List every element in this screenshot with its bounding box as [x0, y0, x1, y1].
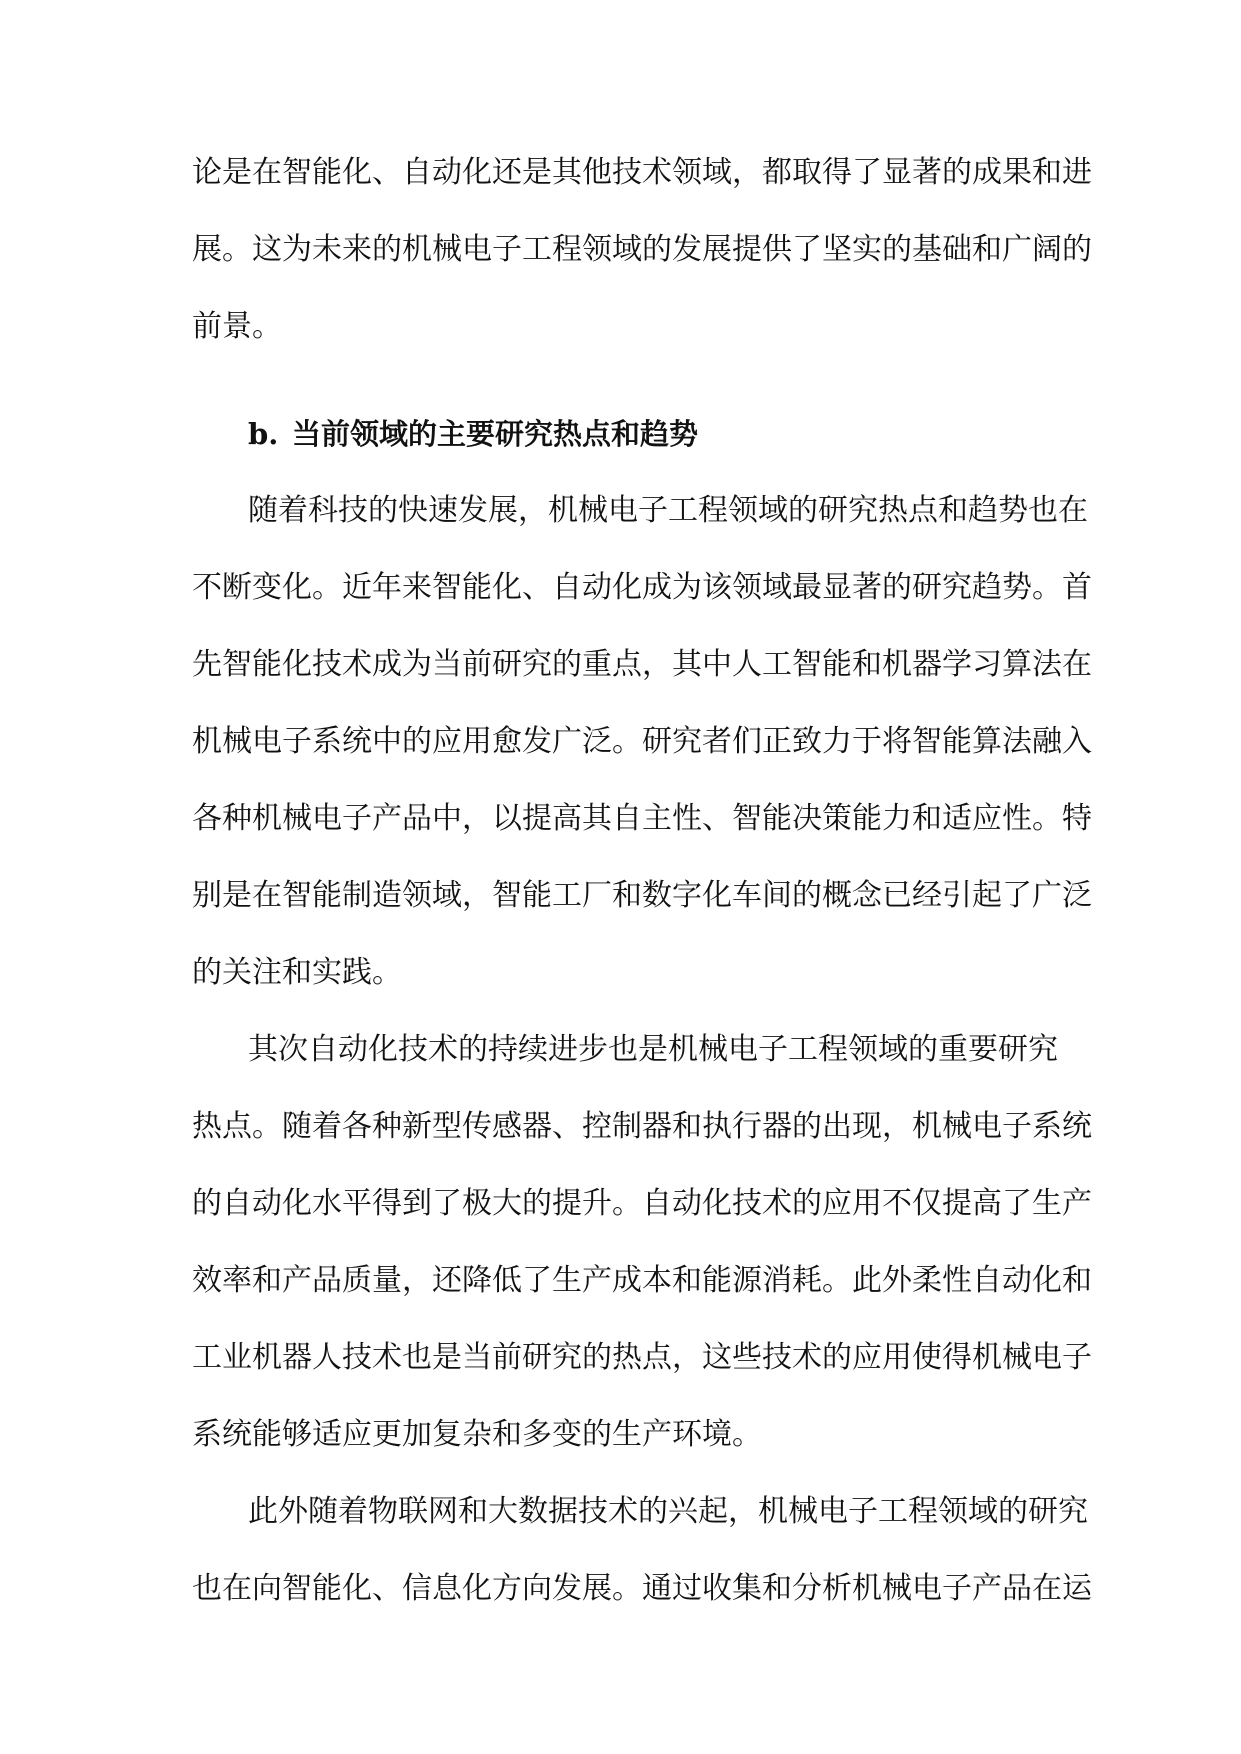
paragraph-line: 先智能化技术成为当前研究的重点，其中人工智能和机器学习算法在 [192, 647, 1092, 682]
paragraph-line: 不断变化。近年来智能化、自动化成为该领域最显著的研究趋势。首 [192, 570, 1092, 605]
paragraph-line: 机械电子系统中的应用愈发广泛。研究者们正致力于将智能算法融入 [192, 724, 1092, 759]
paragraph-research-trends [192, 483, 1092, 1022]
paragraph-line: 展。这为未来的机械电子工程领域的发展提供了坚实的基础和广阔的 [192, 232, 1092, 267]
paragraph-line: 效率和产品质量，还降低了生产成本和能源消耗。此外柔性自动化和 [192, 1263, 1092, 1298]
document-page [192, 145, 1092, 1638]
section-heading-label: b. [248, 417, 279, 451]
paragraph-line: 论是在智能化、自动化还是其他技术领域，都取得了显著的成果和进 [192, 155, 1092, 190]
paragraph-line: 各种机械电子产品中，以提高其自主性、智能决策能力和适应性。特 [192, 801, 1092, 836]
paragraph-line: 此外随着物联网和大数据技术的兴起，机械电子工程领域的研究 [248, 1494, 1088, 1529]
paragraph-line: 随着科技的快速发展，机械电子工程领域的研究热点和趋势也在 [248, 493, 1088, 528]
paragraph-line: 也在向智能化、信息化方向发展。通过收集和分析机械电子产品在运 [192, 1571, 1092, 1606]
paragraph-intro [192, 145, 1092, 376]
paragraph-line: 其次自动化技术的持续进步也是机械电子工程领域的重要研究 [248, 1032, 1058, 1067]
spacer [192, 376, 1054, 406]
section-heading [192, 406, 1054, 483]
paragraph-line: 前景。 [192, 309, 282, 344]
paragraph-line: 系统能够适应更加复杂和多变的生产环境。 [192, 1417, 762, 1452]
paragraph-automation [192, 1022, 1092, 1484]
paragraph-line: 的自动化水平得到了极大的提升。自动化技术的应用不仅提高了生产 [192, 1186, 1092, 1221]
paragraph-line: 别是在智能制造领域，智能工厂和数字化车间的概念已经引起了广泛 [192, 878, 1092, 913]
paragraph-line: 工业机器人技术也是当前研究的热点，这些技术的应用使得机械电子 [192, 1340, 1092, 1375]
paragraph-line: 热点。随着各种新型传感器、控制器和执行器的出现，机械电子系统 [192, 1109, 1092, 1144]
section-heading-text: 当前领域的主要研究热点和趋势 [292, 417, 699, 451]
paragraph-iot-bigdata [192, 1484, 1092, 1638]
paragraph-line: 的关注和实践。 [192, 955, 402, 990]
